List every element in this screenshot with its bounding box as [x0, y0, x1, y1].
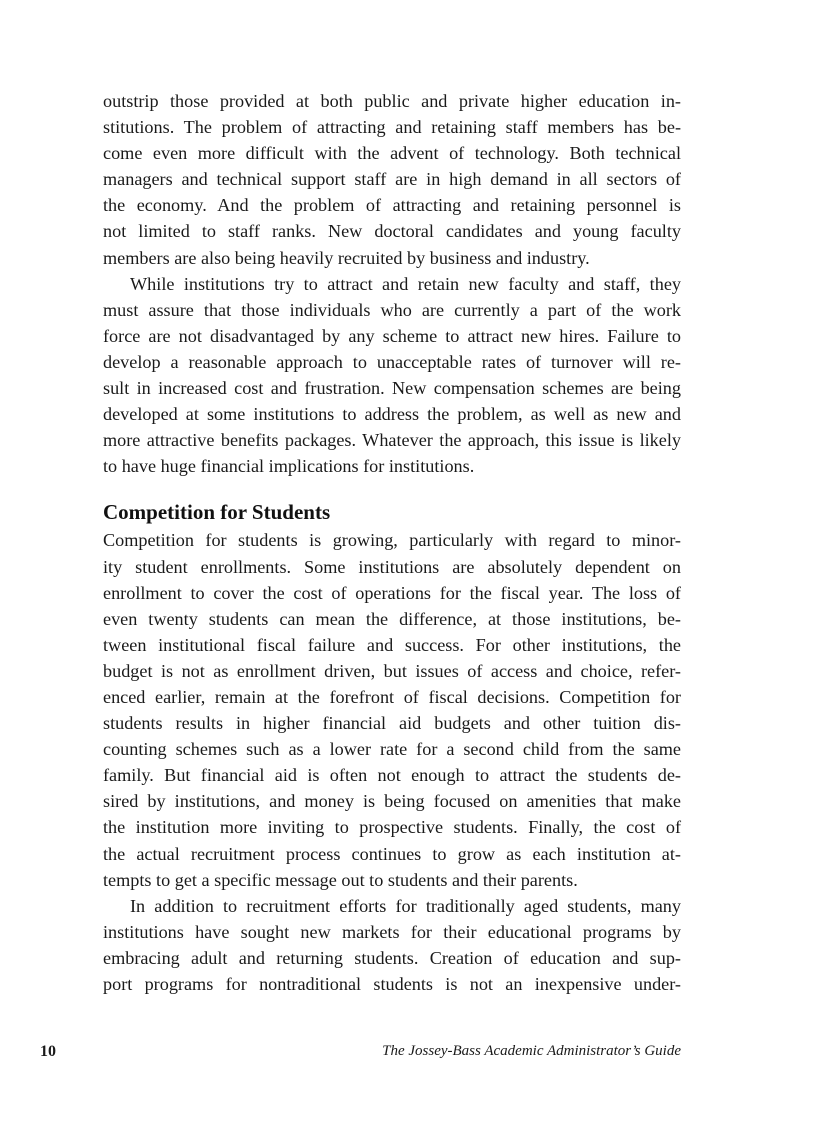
paragraph [103, 527, 681, 892]
paragraph [103, 271, 681, 480]
text-line: must assure that those individuals who are currently a part of the work [103, 299, 681, 320]
running-head: The Jossey-Bass Academic Administrator’s Guide [382, 1043, 681, 1059]
text-line: come even more difficult with the advent of technology. Both technical [103, 143, 681, 164]
text-line: force are not disadvantaged by any scheme to attract new hires. Failure to [103, 325, 681, 346]
paragraph [103, 88, 681, 271]
text-line: the economy. And the problem of attracting and retaining personnel is [103, 195, 681, 216]
text-line: family. But financial aid is often not enough to attract the students de- [103, 765, 681, 786]
text-line: managers and technical support staff are in high demand in all sectors of [103, 169, 681, 190]
paragraph [103, 893, 681, 997]
text-line: While institutions try to attract and retain new faculty and staff, they [130, 273, 681, 294]
text-line: more attractive benefits packages. Whatever the approach, this issue is likely [103, 430, 681, 451]
text-line: enrollment to cover the cost of operations for the fiscal year. The loss of [103, 582, 681, 603]
page-footer [40, 1043, 681, 1067]
text-line: sult in increased cost and frustration. New compensation schemes are being [103, 378, 681, 399]
text-line: counting schemes such as a lower rate for a second child from the same [103, 739, 681, 760]
page-body [103, 88, 681, 997]
text-line: port programs for nontraditional students is not an inexpensive under- [103, 974, 681, 994]
text-line: even twenty students can mean the difference, at those institutions, be- [103, 608, 681, 629]
text-line: institutions have sought new markets for their educational programs by [103, 921, 681, 942]
text-line: stitutions. The problem of attracting and retaining staff members has be- [103, 117, 681, 138]
text-line: the actual recruitment process continues to grow as each institution at- [103, 843, 681, 864]
text-line: budget is not as enrollment driven, but issues of access and choice, refer- [103, 660, 681, 681]
section-heading: Competition for Students [103, 500, 331, 525]
text-line: students results in higher financial aid budgets and other tuition dis- [103, 713, 681, 734]
text-line: Competition for students is growing, particularly with regard to minor- [103, 530, 681, 551]
text-line: develop a reasonable approach to unacceptable rates of turnover will re- [103, 351, 681, 372]
text-line: enced earlier, remain at the forefront of fiscal decisions. Competition for [103, 686, 681, 707]
text-line: ity student enrollments. Some institutions are absolutely dependent on [103, 556, 681, 577]
text-line: to have huge financial implications for institutions. [103, 456, 475, 477]
text-line: sired by institutions, and money is being focused on amenities that make [103, 791, 681, 812]
text-line: tempts to get a specific message out to students and their parents. [103, 869, 578, 890]
text-line: the institution more inviting to prospective students. Finally, the cost of [103, 817, 681, 838]
page-number: 10 [40, 1043, 56, 1060]
text-line: In addition to recruitment efforts for traditionally aged students, many [130, 895, 681, 916]
text-line: tween institutional fiscal failure and success. For other institutions, the [103, 634, 681, 655]
text-line: outstrip those provided at both public and private higher education in- [103, 91, 681, 111]
text-line: developed at some institutions to address the problem, as well as new and [103, 404, 681, 425]
text-line: members are also being heavily recruited by business and industry. [103, 247, 590, 268]
text-line: not limited to staff ranks. New doctoral candidates and young faculty [103, 221, 681, 242]
text-line: embracing adult and returning students. Creation of education and sup- [103, 947, 681, 968]
